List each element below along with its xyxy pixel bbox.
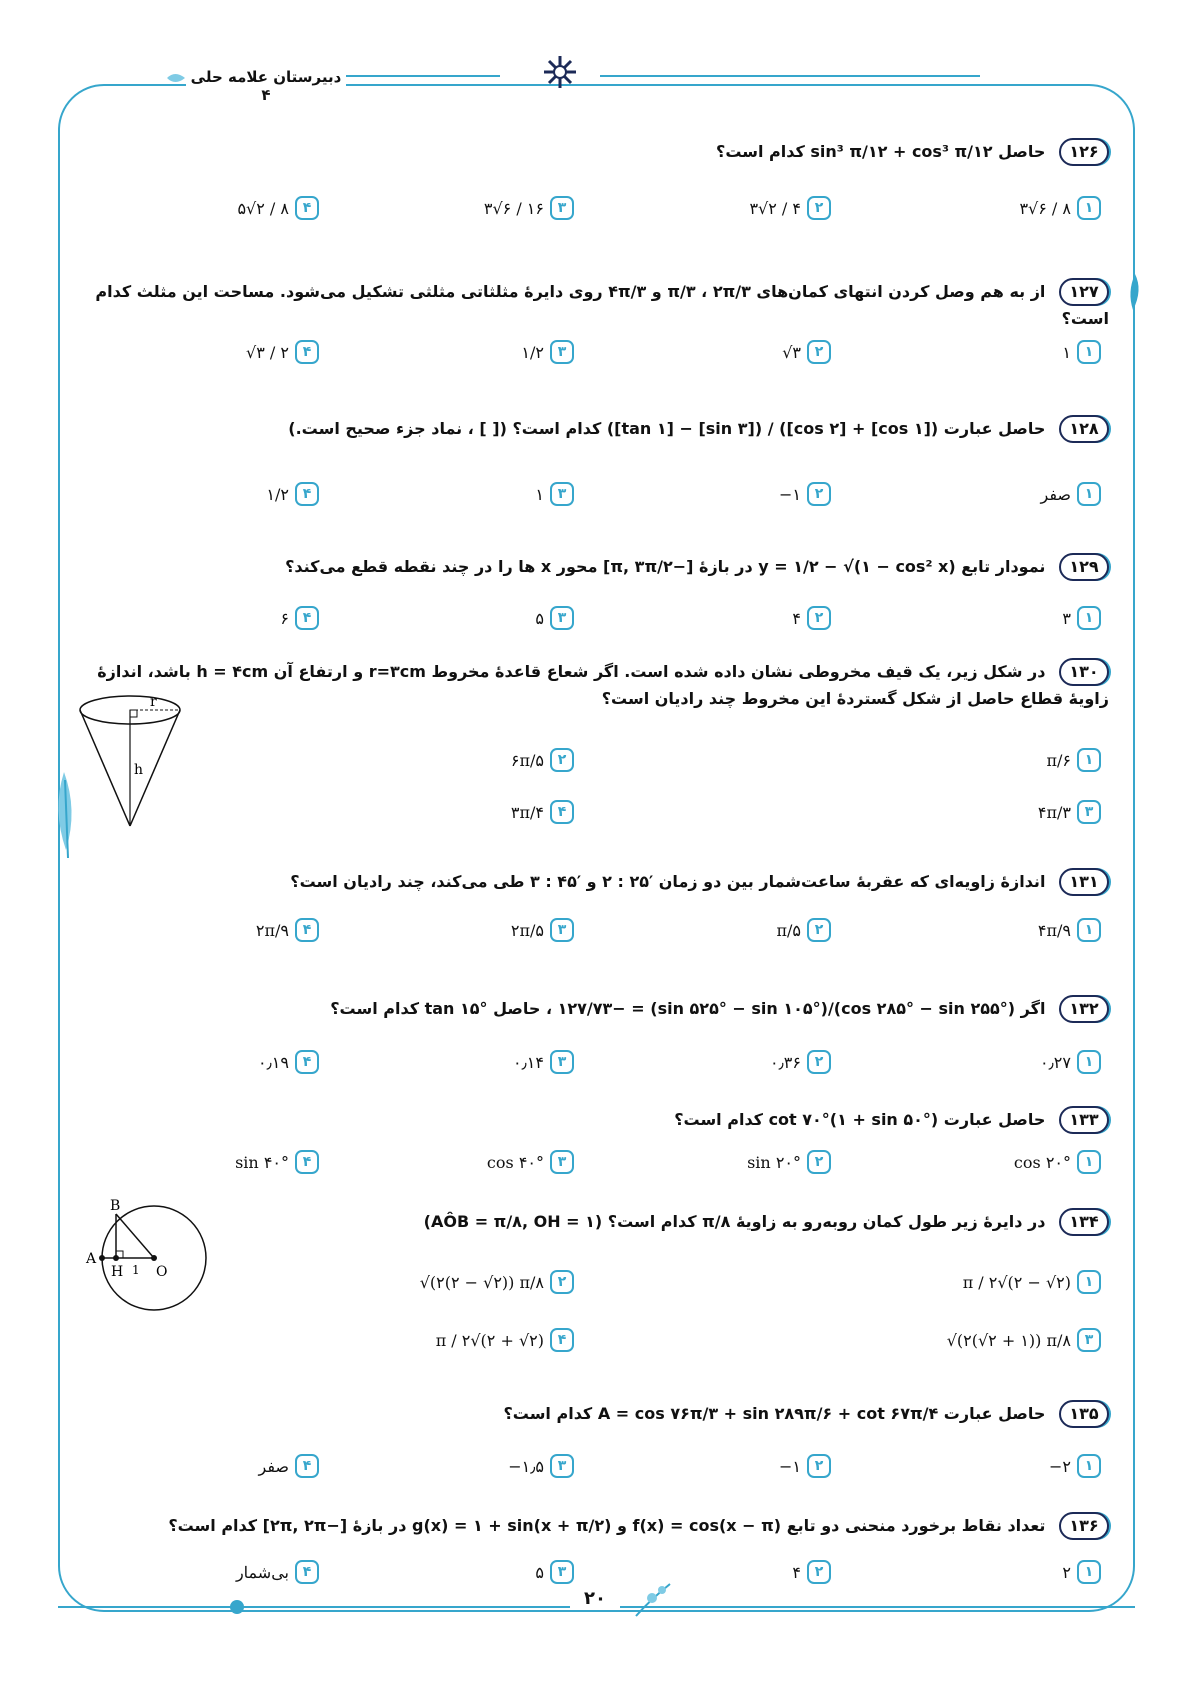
dot-icon bbox=[228, 1598, 246, 1616]
option-1[interactable]: ۱ π/۶ bbox=[1047, 748, 1102, 772]
option-1[interactable]: ۱ −۲ bbox=[1049, 1454, 1101, 1478]
header-rule-right bbox=[600, 75, 980, 77]
option-3[interactable]: ۳ ۳√۶ / ۱۶ bbox=[484, 196, 574, 220]
option-2[interactable]: ۲ ۴ bbox=[792, 606, 831, 630]
question-136 bbox=[72, 1512, 1109, 1540]
question-number: ۱۳۲ bbox=[1059, 995, 1109, 1023]
question-135 bbox=[72, 1400, 1109, 1428]
question-text: تعداد نقاط برخورد منحنی دو تابع f(x) = cos(x − π) و g(x) = ۱ + sin(x + π/۲) در بازهٔ [−۲π, ۲π] کدام است؟ bbox=[168, 1516, 1046, 1535]
question-number: ۱۳۵ bbox=[1059, 1400, 1109, 1428]
svg-text:A: A bbox=[86, 1251, 97, 1267]
option-2[interactable]: ۲ ۳√۲ / ۴ bbox=[749, 196, 831, 220]
option-1[interactable]: ۱ ۳ bbox=[1062, 606, 1101, 630]
option-3[interactable]: ۳ ۱/۲ bbox=[521, 340, 574, 364]
question-text: حاصل عبارت cot ۷۰°(۱ + sin ۵۰°) کدام است؟ bbox=[674, 1110, 1046, 1129]
option-4[interactable]: ۴ صفر bbox=[258, 1454, 319, 1478]
option-1[interactable]: ۱ ۱ bbox=[1062, 340, 1101, 364]
question-number: ۱۳۴ bbox=[1059, 1208, 1109, 1236]
option-3[interactable]: ۳ ۲π/۵ bbox=[511, 918, 574, 942]
option-1[interactable]: ۱ π / ۲√(۲ − √۲) bbox=[963, 1270, 1101, 1294]
question-133 bbox=[72, 1106, 1109, 1134]
option-2[interactable]: ۲ −۱ bbox=[779, 482, 831, 506]
question-number: ۱۲۸ bbox=[1059, 415, 1109, 443]
option-2[interactable]: ۲ ۰٫۳۶ bbox=[770, 1050, 831, 1074]
question-text: حاصل sin³ π/۱۲ + cos³ π/۱۲ کدام است؟ bbox=[716, 142, 1046, 161]
cone-figure bbox=[78, 694, 188, 834]
option-2[interactable]: ۲ π/۵ bbox=[777, 918, 832, 942]
option-4[interactable]: ۴ بی‌شمار bbox=[236, 1560, 319, 1584]
radius-label: r bbox=[150, 694, 157, 710]
question-132 bbox=[72, 995, 1109, 1023]
option-3[interactable]: ۳ ۰٫۱۴ bbox=[513, 1050, 574, 1074]
option-4[interactable]: ۴ ۰٫۱۹ bbox=[258, 1050, 319, 1074]
svg-text:H: H bbox=[111, 1264, 124, 1280]
question-number: ۱۳۰ bbox=[1059, 658, 1109, 686]
feather-icon bbox=[1125, 272, 1145, 312]
option-3[interactable]: ۳ cos ۴۰° bbox=[487, 1150, 574, 1174]
question-128 bbox=[72, 415, 1109, 443]
option-3[interactable]: ۳ ۵ bbox=[535, 1560, 574, 1584]
option-3[interactable]: ۳ ۴π/۳ bbox=[1038, 800, 1101, 824]
option-4[interactable]: ۴ ۵√۲ / ۸ bbox=[237, 196, 319, 220]
question-text: در دایرهٔ زیر طول کمان روبه‌رو به زاویهٔ π/۸ کدام است؟ (AÔB = π/۸, OH = ۱) bbox=[423, 1212, 1046, 1231]
circle-figure bbox=[80, 1196, 210, 1320]
svg-text:1: 1 bbox=[132, 1263, 140, 1277]
option-4[interactable]: ۴ π / ۲√(۲ + √۲) bbox=[436, 1328, 574, 1352]
header-rule-left bbox=[340, 75, 500, 77]
question-text: اندازهٔ زاویه‌ای که عقربهٔ ساعت‌شمار بین دو زمان ′۲۵ : ۲ و ′۴۵ : ۳ طی می‌کند، چند رادیان است؟ bbox=[290, 872, 1046, 891]
option-4[interactable]: ۴ ۳π/۴ bbox=[511, 800, 574, 824]
option-1[interactable]: ۱ ۳√۶ / ۸ bbox=[1019, 196, 1101, 220]
option-4[interactable]: ۴ ۱/۲ bbox=[266, 482, 319, 506]
question-number: ۱۳۱ bbox=[1059, 868, 1109, 896]
option-1[interactable]: ۱ ۰٫۲۷ bbox=[1040, 1050, 1101, 1074]
question-number: ۱۲۶ bbox=[1059, 138, 1109, 166]
option-3[interactable]: ۳ −۱٫۵ bbox=[508, 1454, 574, 1478]
option-1[interactable]: ۱ صفر bbox=[1040, 482, 1101, 506]
question-126 bbox=[72, 138, 1109, 166]
feather-icon bbox=[52, 770, 78, 860]
question-text: در شکل زیر، یک قیف مخروطی نشان داده شده است. اگر شعاع قاعدهٔ مخروط r=۳cm و ارتفاع آن h = ۴cm باشد، اندازهٔ زاویهٔ قطاع حاصل از شکل گستردهٔ این مخروط چند رادیان است؟ bbox=[97, 662, 1109, 708]
option-2[interactable]: ۲ ۶π/۵ bbox=[511, 748, 574, 772]
question-text: حاصل عبارت ([cos ۱] + [cos ۲]) / ([sin ۳] − [tan ۱]) کدام است؟ ([ ] ، نماد جزء صحیح است.) bbox=[288, 419, 1046, 438]
option-1[interactable]: ۱ ۴π/۹ bbox=[1038, 918, 1101, 942]
option-2[interactable]: ۲ sin ۲۰° bbox=[747, 1150, 831, 1174]
question-127 bbox=[72, 278, 1109, 332]
option-3[interactable]: ۳ √(۲(√۲ + ۱)) π/۸ bbox=[947, 1328, 1101, 1352]
school-logo-icon bbox=[530, 52, 590, 98]
question-number: ۱۲۹ bbox=[1059, 553, 1109, 581]
question-number: ۱۳۳ bbox=[1059, 1106, 1109, 1134]
question-text: نمودار تابع y = ۱/۲ − √(۱ − cos² x) در بازهٔ [−π, ۳π/۲] محور x ها را در چند نقطه قطع می‌کند؟ bbox=[285, 557, 1046, 576]
option-1[interactable]: ۱ ۲ bbox=[1062, 1560, 1101, 1584]
question-text: حاصل عبارت A = cos ۷۶π/۳ + sin ۲۸۹π/۶ + cot ۶۷π/۴ کدام است؟ bbox=[503, 1404, 1046, 1423]
question-number: ۱۳۶ bbox=[1059, 1512, 1109, 1540]
flower-icon bbox=[630, 1580, 674, 1620]
question-text: از به هم وصل کردن انتهای کمان‌های π/۳ ، ۲π/۳ و ۴π/۳ روی دایرهٔ مثلثاتی مثلثی تشکیل می‌شود. مساحت این مثلث کدام است؟ bbox=[95, 282, 1109, 328]
leaf-icon bbox=[165, 70, 187, 86]
svg-text:O: O bbox=[156, 1264, 168, 1280]
option-3[interactable]: ۳ ۵ bbox=[535, 606, 574, 630]
question-131 bbox=[72, 868, 1109, 896]
option-2[interactable]: ۲ √(۲(۲ − √۲)) π/۸ bbox=[420, 1270, 574, 1294]
height-label: h bbox=[134, 762, 144, 778]
question-text: اگر (cos ۲۸۵° − sin ۲۵۵°)/(sin ۵۲۵° − sin ۱۰۵°) = −۱۲۷/۷۳ ، حاصل tan ۱۵° کدام است؟ bbox=[330, 999, 1046, 1018]
option-2[interactable]: ۲ ۴ bbox=[792, 1560, 831, 1584]
question-129 bbox=[72, 553, 1109, 581]
page-number: ۲۰ bbox=[570, 1588, 620, 1609]
option-3[interactable]: ۳ ۱ bbox=[535, 482, 574, 506]
option-4[interactable]: ۴ ۲π/۹ bbox=[256, 918, 319, 942]
option-1[interactable]: ۱ cos ۲۰° bbox=[1014, 1150, 1101, 1174]
option-4[interactable]: ۴ √۳ / ۲ bbox=[246, 340, 319, 364]
option-2[interactable]: ۲ −۱ bbox=[779, 1454, 831, 1478]
question-number: ۱۲۷ bbox=[1059, 278, 1109, 306]
option-4[interactable]: ۴ sin ۴۰° bbox=[235, 1150, 319, 1174]
school-title: دبیرستان علامه حلی ۴ bbox=[186, 68, 346, 104]
option-2[interactable]: ۲ √۳ bbox=[782, 340, 831, 364]
question-134 bbox=[300, 1208, 1109, 1236]
option-4[interactable]: ۴ ۶ bbox=[280, 606, 319, 630]
svg-text:B: B bbox=[110, 1198, 121, 1214]
question-130 bbox=[72, 658, 1109, 712]
